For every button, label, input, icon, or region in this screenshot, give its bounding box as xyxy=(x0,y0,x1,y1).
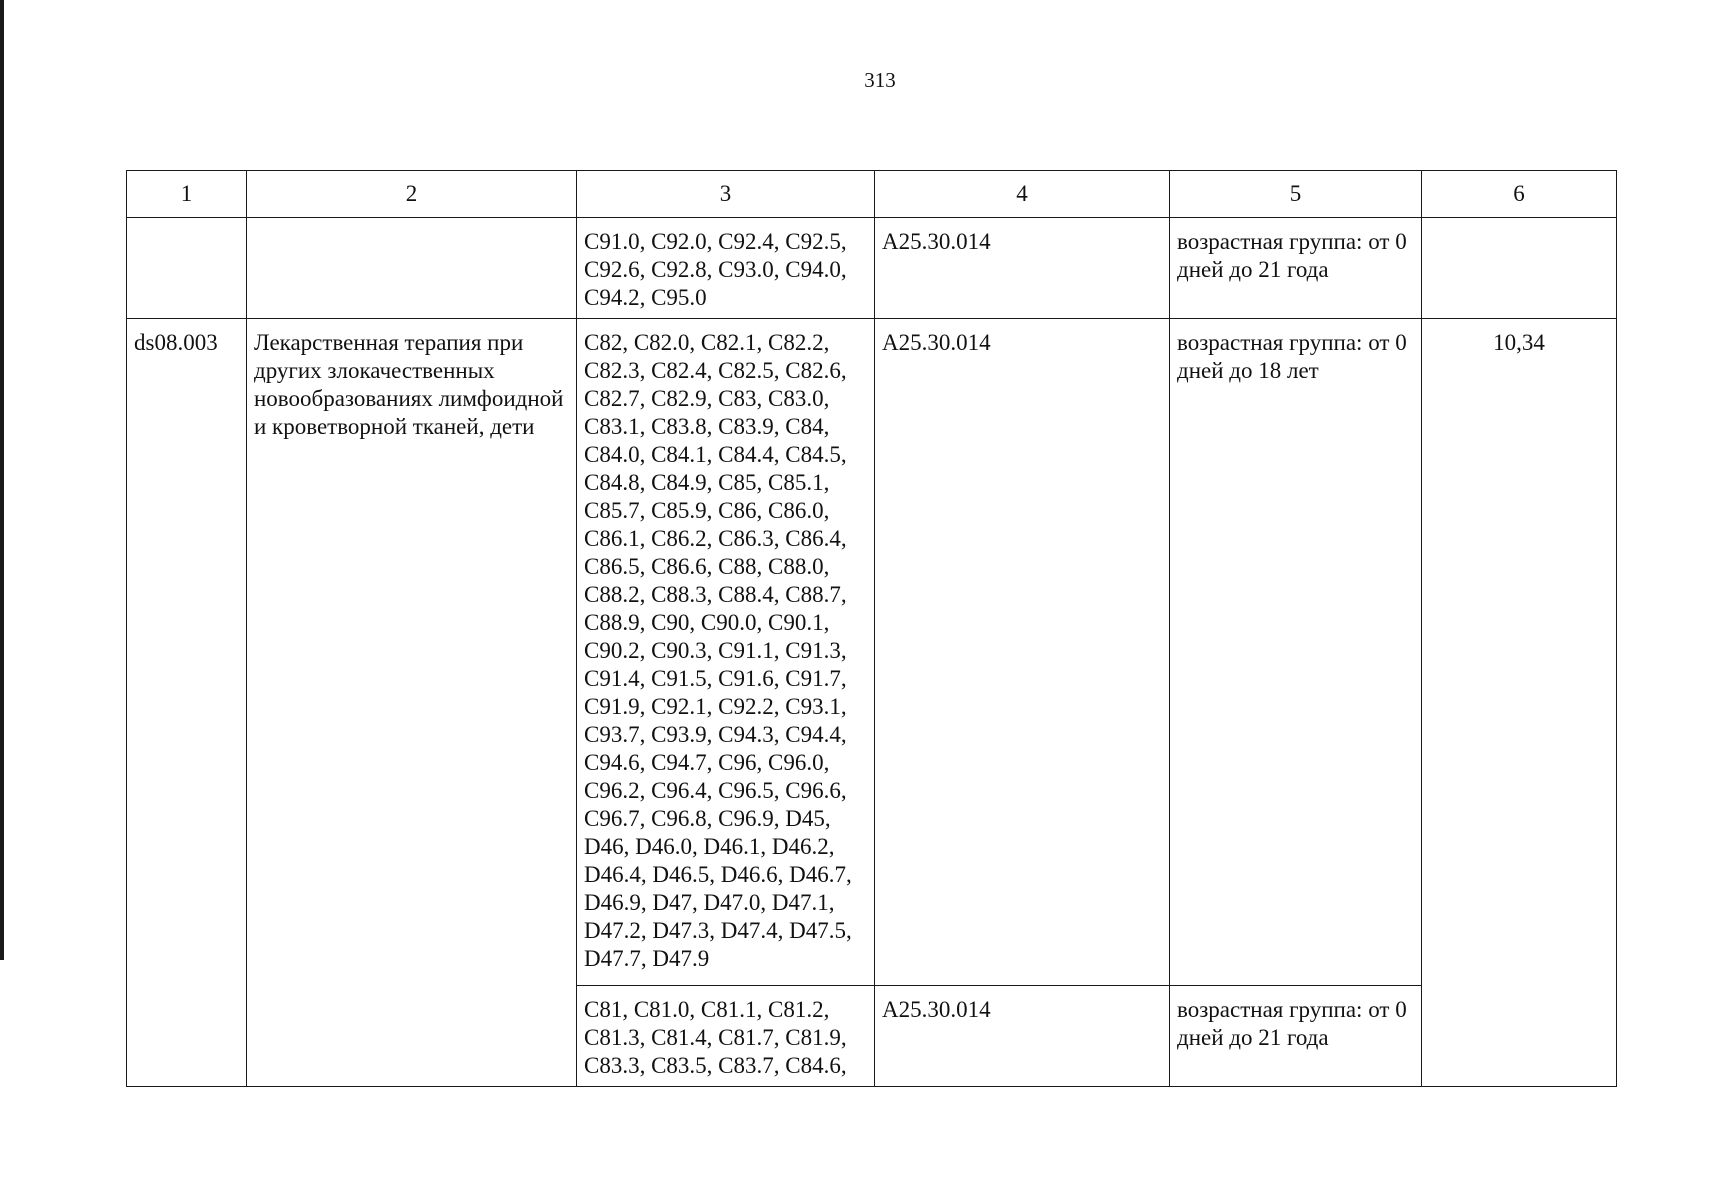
row-name-cell xyxy=(247,218,577,319)
table-header-row xyxy=(127,171,1617,218)
row-service-cell: A25.30.014 xyxy=(875,986,1170,1087)
row-diagnoses-cell: C81, C81.0, C81.1, C81.2, C81.3, C81.4, C81.7, C81.9, C83.3, C83.5, C83.7, C84.6, xyxy=(577,986,875,1087)
row-code-cell xyxy=(127,218,247,319)
row-diagnoses-cell: C82, C82.0, C82.1, C82.2, C82.3, C82.4, C82.5, C82.6, C82.7, C82.9, C83, C83.0, C83.1, C83.8, C83.9, C84, C84.0, C84.1, C84.4, C84.5, C84.8, C84.9, C85, C85.1, C85.7, C85.9, C86, C86.0, C86.1, C86.2, C86.3, C86.4, C86.5, C86.6, C88, C88.0, C88.2, C88.3, C88.4, C88.7, C88.9, C90, C90.0, C90.1, C90.2, C90.3, C91.1, C91.3, C91.4, C91.5, C91.6, C91.7, C91.9, C92.1, C92.2, C93.1, C93.7, C93.9, C94.3, C94.4, C94.6, C94.7, C96, C96.0, C96.2, C96.4, C96.5, C96.6, C96.7, C96.8, C96.9, D45, D46, D46.0, D46.1, D46.2, D46.4, D46.5, D46.6, D46.7, D46.9, D47, D47.0, D47.1, D47.2, D47.3, D47.4, D47.5, D47.7, D47.9 xyxy=(577,319,875,986)
header-col-2: 2 xyxy=(247,171,577,218)
page-number: 313 xyxy=(864,68,896,92)
header-col-4: 4 xyxy=(875,171,1170,218)
row-service-cell: A25.30.014 xyxy=(875,319,1170,986)
header-col-1: 1 xyxy=(127,171,247,218)
row-criteria-cell: возрастная группа: от 0 дней до 18 лет xyxy=(1170,319,1422,986)
row-criteria-cell: возрастная группа: от 0 дней до 21 года xyxy=(1170,218,1422,319)
row-service-cell: A25.30.014 xyxy=(875,218,1170,319)
row-diagnoses-cell: C91.0, C92.0, C92.4, C92.5, C92.6, C92.8, C93.0, C94.0, C94.2, C95.0 xyxy=(577,218,875,319)
tariff-table xyxy=(126,170,1617,1087)
scan-left-edge xyxy=(0,0,4,960)
table-row xyxy=(127,319,1617,986)
row-code-cell: ds08.003 xyxy=(127,319,247,1087)
row-criteria-cell: возрастная группа: от 0 дней до 21 года xyxy=(1170,986,1422,1087)
header-col-3: 3 xyxy=(577,171,875,218)
header-col-6: 6 xyxy=(1422,171,1617,218)
row-coefficient-cell: 10,34 xyxy=(1422,319,1617,1087)
table-row xyxy=(127,218,1617,319)
row-coefficient-cell xyxy=(1422,218,1617,319)
row-name-cell: Лекарственная терапия при других злокачественных новообразованиях лимфоидной и кроветворной тканей, дети xyxy=(247,319,577,1087)
header-col-5: 5 xyxy=(1170,171,1422,218)
